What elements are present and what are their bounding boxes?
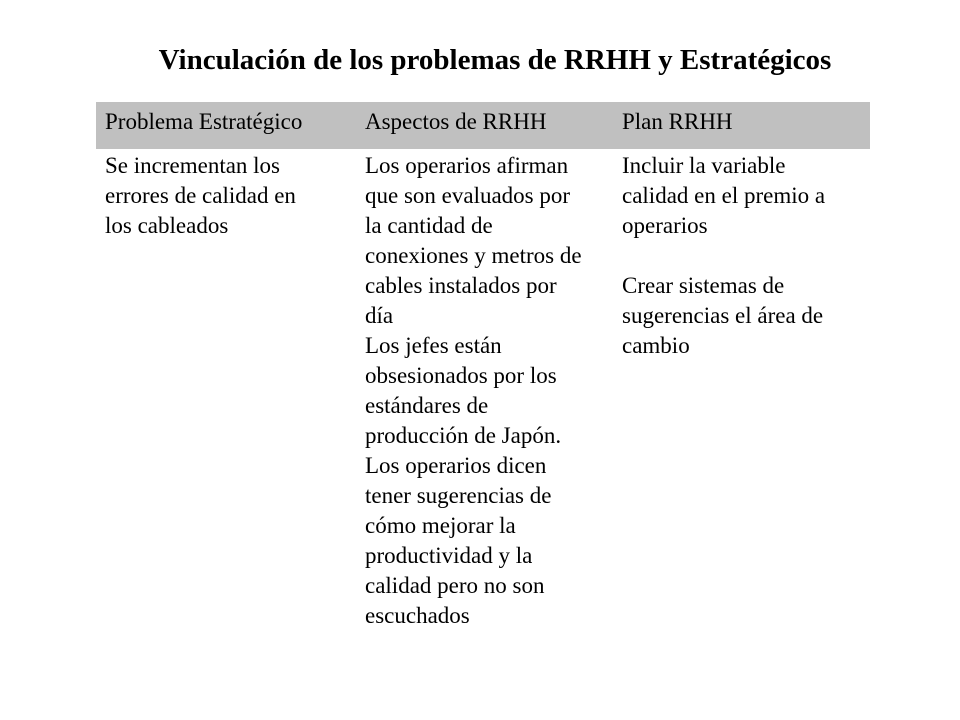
cell-problema-estrategico — [96, 151, 356, 241]
cell-aspectos-rrhh — [356, 151, 613, 631]
aspectos-line: que son evaluados por — [365, 183, 571, 208]
plan-line: cambio — [622, 333, 690, 358]
aspectos-line: cables instalados por — [365, 273, 557, 298]
table-row — [96, 149, 870, 631]
cell-plan-rrhh — [613, 151, 870, 361]
plan-line: Crear sistemas de — [622, 273, 785, 298]
aspectos-line: Los jefes están — [365, 333, 502, 358]
aspectos-line: tener sugerencias de — [365, 483, 552, 508]
aspectos-line: Los operarios dicen — [365, 453, 547, 478]
header-plan-rrhh: Plan RRHH — [622, 109, 733, 134]
aspectos-line: calidad pero no son — [365, 573, 545, 598]
plan-line: sugerencias el área de — [622, 303, 824, 328]
plan-line: Incluir la variable — [622, 153, 786, 178]
plan-spacer — [622, 241, 870, 271]
aspectos-line: la cantidad de — [365, 213, 493, 238]
problema-line: los cableados — [105, 213, 229, 238]
header-problema-estrategico: Problema Estratégico — [105, 109, 303, 134]
aspectos-line: cómo mejorar la — [365, 513, 516, 538]
aspectos-line: producción de Japón. — [365, 423, 562, 448]
plan-line: operarios — [622, 213, 708, 238]
hr-strategy-table — [96, 102, 870, 631]
slide-title: Vinculación de los problemas de RRHH y Estratégicos — [158, 44, 832, 76]
problema-line: Se incrementan los — [105, 153, 281, 178]
header-aspectos-rrhh: Aspectos de RRHH — [365, 109, 547, 134]
problema-line: errores de calidad en — [105, 183, 296, 208]
aspectos-line: Los operarios afirman — [365, 153, 569, 178]
aspectos-line: productividad y la — [365, 543, 533, 568]
table-header-row — [96, 102, 870, 149]
aspectos-line: día — [365, 303, 394, 328]
plan-line: calidad en el premio a — [622, 183, 826, 208]
aspectos-line: obsesionados por los — [365, 363, 557, 388]
aspectos-line: conexiones y metros de — [365, 243, 582, 268]
aspectos-line: escuchados — [365, 603, 470, 628]
aspectos-line: estándares de — [365, 393, 489, 418]
